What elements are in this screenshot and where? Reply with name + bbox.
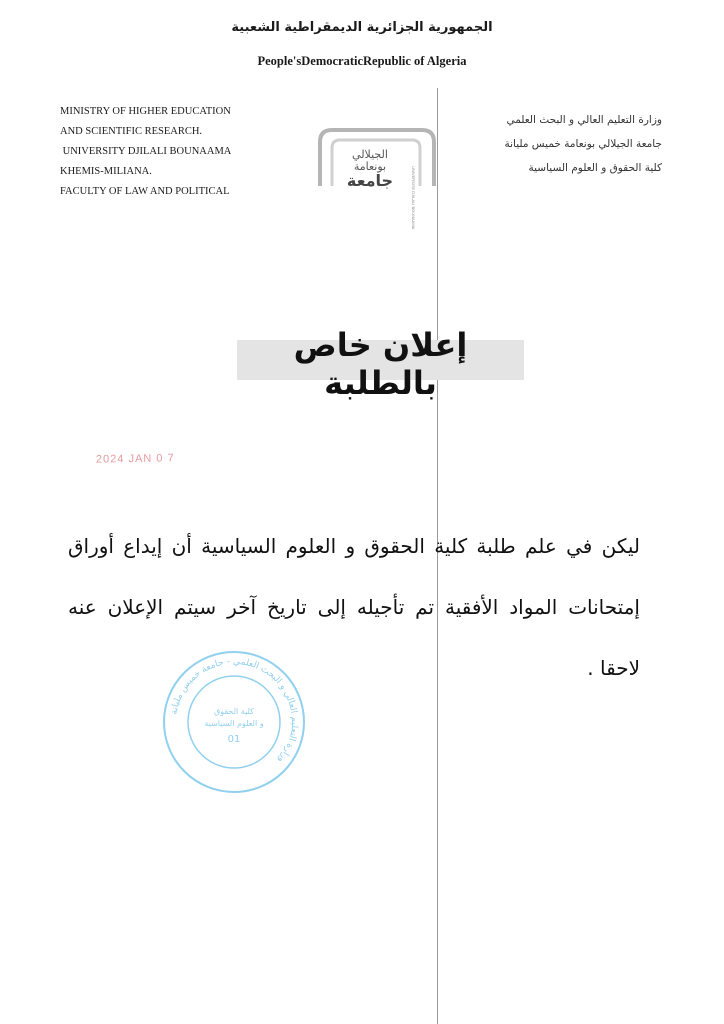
university-logo-icon [312,122,442,230]
svg-text:الجيلالي: الجيلالي [352,148,388,161]
institution-block-english [60,102,300,202]
svg-text:جامعة: جامعة [346,171,394,190]
institution-block-arabic [422,108,662,180]
institution-line: KHEMIS-MILIANA. [60,166,152,177]
official-seal-icon [160,648,308,796]
institution-line: UNIVERSITY DJILALI BOUNAAMA [60,146,232,157]
svg-text:بونعامة: بونعامة [353,160,387,173]
institution-line-ar: جامعة الجيلالي بونعامة خميس مليانة [504,138,662,150]
svg-text:وزارة التعليم العالي و البحث ا: وزارة التعليم العالي و البحث العلمي - جامعة خميس مليانة [169,656,300,765]
institution-line-ar: كلية الحقوق و العلوم السياسية [528,162,662,174]
svg-text:UNIVERSITE DJILALI BOUNAAMA: UNIVERSITE DJILALI BOUNAAMA [411,166,416,230]
announcement-title: إعلان خاص بالطلبة [293,326,468,402]
header-arabic-title: الجمهورية الجزائرية الديمقراطية الشعبية [231,20,493,35]
svg-text:و العلوم السياسية: و العلوم السياسية [204,719,264,728]
institution-line: MINISTRY OF HIGHER EDUCATION [60,106,231,117]
announcement-body: ليكن في علم طلبة كلية الحقوق و العلوم السياسية أن إيداع أوراق إمتحانات المواد الأفقية تم تأجيله إلى تاريخ آخر سيتم الإعلان عنه لاحقا . [68,534,640,680]
date-stamp: 2024 JAN 0 7 [95,452,175,466]
header-english-title: People'sDemocraticRepublic of Algeria [257,54,467,68]
institution-line: FACULTY OF LAW AND POLITICAL [60,186,230,197]
svg-text:01: 01 [227,734,241,745]
svg-text:كلية الحقوق: كلية الحقوق [214,707,254,716]
institution-line-ar: وزارة التعليم العالي و البحث العلمي [506,114,662,126]
institution-line: AND SCIENTIFIC RESEARCH. [60,126,203,137]
